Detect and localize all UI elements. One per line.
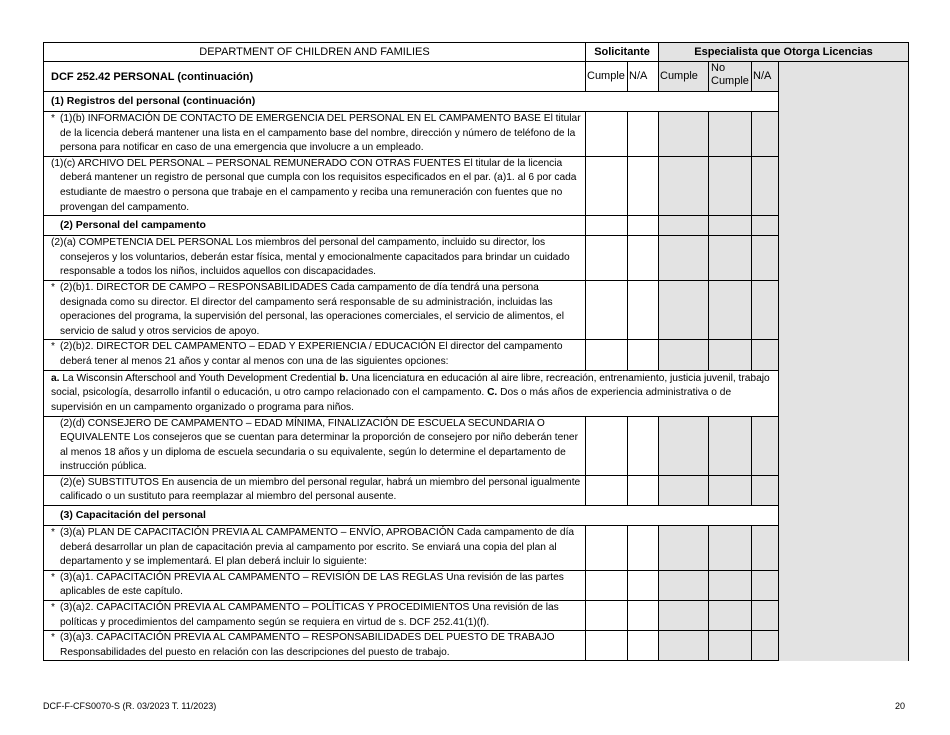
licensing-cumple-cell[interactable]	[659, 112, 709, 157]
requirement-2b1: * (2)(b)1. DIRECTOR DE CAMPO – RESPONSABILIDADES Cada campamento de día tendrá una persona designada como su director. El director del campamento será responsable de su administración, incluidas las operaciones del programa, la supervisión del personal, las operaciones comerciales, el servicio de alimentos, el servicio de salud y otros servicios de apoyo.	[44, 280, 586, 339]
applicant-na-cell[interactable]	[628, 475, 659, 505]
licensing-cumple-cell[interactable]	[659, 156, 709, 215]
licensing-cumple-header: Cumple	[659, 62, 709, 92]
applicant-na-cell[interactable]	[628, 216, 659, 236]
critical-marker: *	[51, 113, 55, 124]
requirement-2e: (2)(e) SUBSTITUTOS En ausencia de un miembro del personal regular, habrá un miembro del personal igualmente calificado o un sustituto para reemplazar al miembro del personal ausente.	[44, 475, 586, 505]
licensing-no-cumple-header: No Cumple	[709, 62, 752, 92]
licensing-no-cumple-cell[interactable]	[709, 570, 752, 600]
applicant-cumple-cell[interactable]	[586, 340, 628, 370]
section-title: DCF 252.42 PERSONAL (continuación)	[44, 62, 586, 92]
option-a-label: a.	[51, 372, 60, 384]
requirement-1c: (1)(c) ARCHIVO DEL PERSONAL – PERSONAL REMUNERADO CON OTRAS FUENTES El titular de la licencia deberá mantener un registro de personal que cumpla con los requisitos especificados en el par. (a)1. al 6 por cada estudiante de maestro o persona que trabaje en el campamento y reciba una remuneración con fuentes que no provengan del campamento.	[44, 156, 586, 215]
licensing-na-cell[interactable]	[752, 631, 779, 661]
critical-marker: *	[51, 602, 55, 614]
licensing-na-cell[interactable]	[752, 526, 779, 571]
licensing-cumple-cell[interactable]	[659, 216, 709, 236]
licensing-na-cell[interactable]	[752, 340, 779, 370]
applicant-na-cell[interactable]	[628, 570, 659, 600]
requirement-2b2: * (2)(b)2. DIRECTOR DEL CAMPAMENTO – EDAD Y EXPERIENCIA / EDUCACIÓN El director del campamento deberá tener al menos 21 años y contar al menos con una de las siguientes opciones:	[44, 340, 586, 370]
licensing-cumple-cell[interactable]	[659, 236, 709, 281]
applicant-na-cell[interactable]	[628, 601, 659, 631]
licensing-cumple-cell[interactable]	[659, 570, 709, 600]
licensing-no-cumple-cell[interactable]	[709, 601, 752, 631]
licensing-no-cumple-cell[interactable]	[709, 631, 752, 661]
applicant-cumple-cell[interactable]	[586, 631, 628, 661]
applicant-na-header: N/A	[628, 62, 659, 92]
applicant-cumple-header: Cumple	[586, 62, 628, 92]
licensing-no-cumple-cell[interactable]	[709, 526, 752, 571]
licensing-na-cell[interactable]	[752, 216, 779, 236]
licensing-na-cell[interactable]	[752, 570, 779, 600]
requirement-3a2: * (3)(a)2. CAPACITACIÓN PREVIA AL CAMPAMENTO – POLÍTICAS Y PROCEDIMIENTOS Una revisión de las políticas y procedimientos del campamento según se requiera en virtud de s. DCF 252.41(1)(f).	[44, 601, 586, 631]
applicant-cumple-cell[interactable]	[586, 216, 628, 236]
applicant-cumple-cell[interactable]	[586, 156, 628, 215]
applicant-na-cell[interactable]	[628, 280, 659, 339]
applicant-cumple-cell[interactable]	[586, 601, 628, 631]
director-options	[44, 370, 779, 416]
licensing-no-cumple-cell[interactable]	[709, 236, 752, 281]
department-title: DEPARTMENT OF CHILDREN AND FAMILIES	[44, 43, 586, 62]
licensing-na-cell[interactable]	[752, 475, 779, 505]
licensing-no-cumple-cell[interactable]	[709, 156, 752, 215]
form-id: DCF-F-CFS0070-S (R. 03/2023 T. 11/2023)	[43, 701, 217, 711]
requirement-2a: (2)(a) COMPETENCIA DEL PERSONAL Los miembros del personal del campamento, incluido su director, los consejeros y los voluntarios, deberán estar física, mental y emocionalmente capacitados para brindar un cuidado responsable a todos los niños, incluidos aquellos con discapacidades.	[44, 236, 586, 281]
licensing-no-cumple-cell[interactable]	[709, 475, 752, 505]
option-a-text: La Wisconsin Afterschool and Youth Development Credential	[62, 372, 337, 384]
option-b-text: Una licenciatura en educación al aire libre, recreación, entrenamiento, justicia juvenil, trabajo social, psicología, desarrollo infantil o educación, u otro campo relacionado con el campamento.	[51, 372, 770, 399]
applicant-na-cell[interactable]	[628, 112, 659, 157]
requirement-2d: (2)(d) CONSEJERO DE CAMPAMENTO – EDAD MÍNIMA, FINALIZACIÓN DE ESCUELA SECUNDARIA O EQUIVALENTE Los consejeros que se cuentan para determinar la proporción de consejero por niño deberán tener al menos 18 años y un diploma de escuela secundaria o su equivalente, según lo determine el departamento de instrucción pública.	[44, 416, 586, 475]
gray-margin	[779, 62, 909, 661]
applicant-na-cell[interactable]	[628, 631, 659, 661]
option-c-label: C.	[487, 387, 498, 399]
licensing-no-cumple-cell[interactable]	[709, 340, 752, 370]
licensing-cumple-cell[interactable]	[659, 280, 709, 339]
critical-marker: *	[51, 281, 55, 293]
licensing-no-cumple-cell[interactable]	[709, 280, 752, 339]
applicant-cumple-cell[interactable]	[586, 416, 628, 475]
applicant-cumple-cell[interactable]	[586, 236, 628, 281]
applicant-cumple-cell[interactable]	[586, 570, 628, 600]
licensing-cumple-cell[interactable]	[659, 475, 709, 505]
licensing-cumple-cell[interactable]	[659, 340, 709, 370]
requirement-1b: * (1)(b) INFORMACIÓN DE CONTACTO DE EMERGENCIA DEL PERSONAL EN EL CAMPAMENTO BASE El titular de la licencia deberá mantener una lista en el campamento base del nombre, dirección y número de teléfono de la persona para notificar en caso de una emergencia que involucre a un empleado.	[44, 112, 586, 157]
licensing-no-cumple-cell[interactable]	[709, 416, 752, 475]
requirement-3a: * (3)(a) PLAN DE CAPACITACIÓN PREVIA AL CAMPAMENTO – ENVÍO, APROBACIÓN Cada campamento de día deberá desarrollar un plan de capacitación previa al campamento por escrito. Se enviará una copia del plan al departamento y se implementará. El plan deberá incluir lo siguiente:	[44, 526, 586, 571]
checklist-table	[43, 42, 909, 661]
licensing-cumple-cell[interactable]	[659, 416, 709, 475]
requirement-3a3: * (3)(a)3. CAPACITACIÓN PREVIA AL CAMPAMENTO – RESPONSABILIDADES DEL PUESTO DE TRABAJO Responsabilidades del puesto en relación con las descripciones del puesto de trabajo.	[44, 631, 586, 661]
licensing-no-cumple-cell[interactable]	[709, 112, 752, 157]
section-heading-records: (1) Registros del personal (continuación)	[44, 92, 779, 112]
licensing-no-cumple-cell[interactable]	[709, 216, 752, 236]
applicant-na-cell[interactable]	[628, 340, 659, 370]
applicant-na-cell[interactable]	[628, 526, 659, 571]
applicant-na-cell[interactable]	[628, 156, 659, 215]
requirement-3a1: * (3)(a)1. CAPACITACIÓN PREVIA AL CAMPAMENTO – REVISIÓN DE LAS REGLAS Una revisión de las partes aplicables de este capítulo.	[44, 570, 586, 600]
licensing-na-cell[interactable]	[752, 156, 779, 215]
applicant-cumple-cell[interactable]	[586, 112, 628, 157]
critical-marker: *	[51, 527, 55, 539]
applicant-header: Solicitante	[586, 43, 659, 62]
licensing-na-cell[interactable]	[752, 280, 779, 339]
applicant-na-cell[interactable]	[628, 416, 659, 475]
applicant-na-cell[interactable]	[628, 236, 659, 281]
critical-marker: *	[51, 632, 55, 644]
option-b-label: b.	[339, 372, 349, 384]
licensing-cumple-cell[interactable]	[659, 526, 709, 571]
applicant-cumple-cell[interactable]	[586, 475, 628, 505]
licensing-cumple-cell[interactable]	[659, 601, 709, 631]
licensing-na-cell[interactable]	[752, 416, 779, 475]
applicant-cumple-cell[interactable]	[586, 280, 628, 339]
licensing-na-cell[interactable]	[752, 236, 779, 281]
critical-marker: *	[51, 341, 55, 353]
licensing-na-cell[interactable]	[752, 601, 779, 631]
licensing-na-header: N/A	[752, 62, 779, 92]
licensing-cumple-cell[interactable]	[659, 631, 709, 661]
option-c-text: Dos o más años de experiencia administrativa o de supervisión en un campamento organizado o programa para niños.	[51, 387, 732, 413]
page-number: 20	[895, 701, 906, 711]
licensing-header: Especialista que Otorga Licencias	[659, 43, 909, 62]
section-heading-training: (3) Capacitación del personal	[44, 506, 779, 526]
critical-marker: *	[51, 571, 55, 583]
applicant-cumple-cell[interactable]	[586, 526, 628, 571]
section-heading-staff: (2) Personal del campamento	[44, 216, 586, 236]
licensing-na-cell[interactable]	[752, 112, 779, 157]
